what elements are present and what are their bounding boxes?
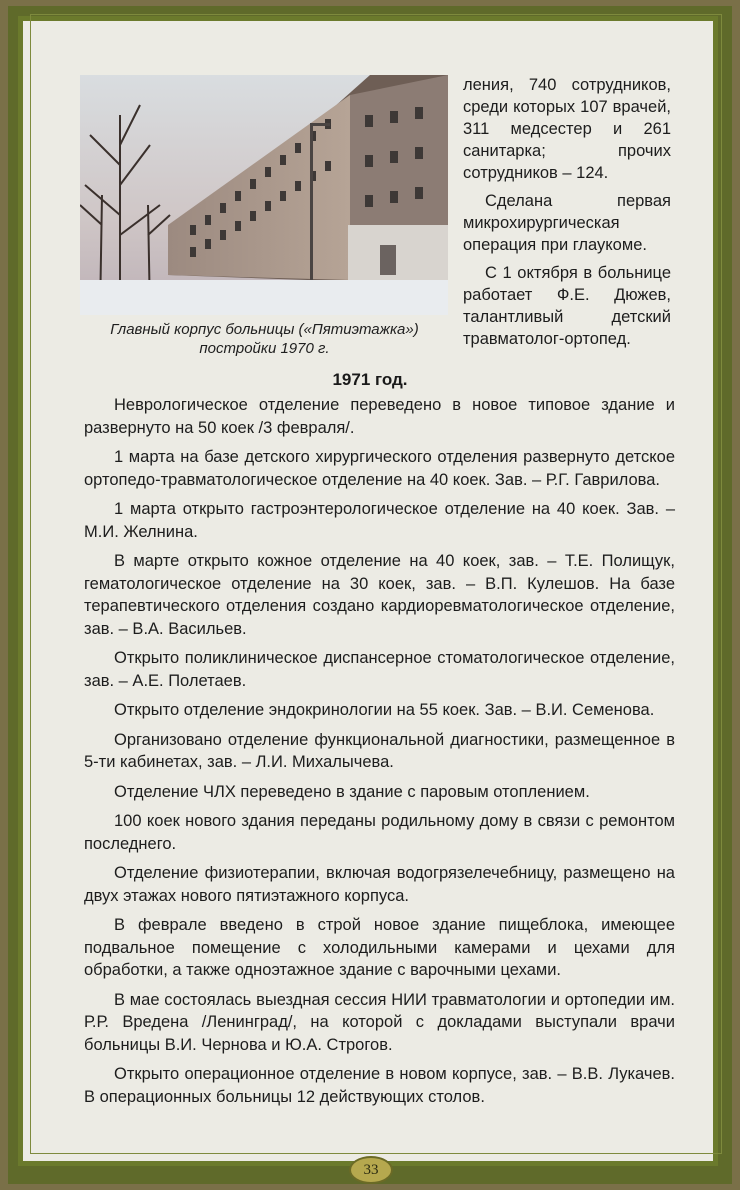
- side-paragraph: ления, 740 сотрудников, среди которых 107 врачей, 311 медсестер и 261 санитарка; прочих сотрудников – 124.: [463, 76, 671, 182]
- section-title: 1971 год.: [332, 370, 408, 389]
- side-column-text: [463, 74, 671, 356]
- main-text-body: [84, 394, 675, 1115]
- paragraph: Открыто отделение эндокринологии на 55 коек. Зав. – В.И. Семенова.: [114, 701, 655, 719]
- paragraph: Открыто поликлиническое диспансерное стоматологическое отделение, зав. – А.Е. Полетаев.: [84, 649, 675, 690]
- photo-caption: [92, 320, 437, 358]
- paragraph: В феврале введено в строй новое здание пищеблока, имеющее подвальное помещение с холодильными камерами и цехами для обработки, а также одноэтажное здание с варочными цехами.: [84, 916, 675, 979]
- paragraph: 1 марта открыто гастроэнтерологическое отделение на 40 коек. Зав. – М.И. Желнина.: [84, 500, 675, 541]
- page-number: 33: [349, 1156, 393, 1184]
- paragraph: 1 марта на базе детского хирургического отделения развернуто детское ортопедо-травматологическое отделение на 40 коек. Зав. – Р.Г. Гаврилова.: [84, 448, 675, 489]
- paragraph: Отделение физиотерапии, включая водогрязелечебницу, размещено на двух этажах нового пятиэтажного корпуса.: [84, 864, 675, 905]
- paragraph: Отделение ЧЛХ переведено в здание с паровым отоплением.: [114, 782, 590, 801]
- paragraph: В мае состоялась выездная сессия НИИ травматологии и ортопедии им. Р.Р. Вредена /Ленинград/, на которой с докладами выступали врачи больницы В.И. Чернова и Ю.А. Строгов.: [84, 990, 675, 1054]
- paragraph: Неврологическое отделение переведено в новое типовое здание и развернуто на 50 коек /3 февраля/.: [84, 396, 675, 437]
- side-paragraph: Сделана первая микрохирургическая операция при глаукоме.: [463, 192, 671, 254]
- paragraph: В марте открыто кожное отделение на 40 коек, зав. – Т.Е. Полищук, гематологическое отделение на 30 коек, зав. – В.П. Кулешов. На базе терапевтического отделения создано кардиоревматологическое отделение, зав. – В.А. Васильев.: [84, 552, 675, 638]
- caption-line-2: постройки 1970 г.: [199, 340, 330, 357]
- side-paragraph: С 1 октября в больнице работает Ф.Е. Дюжев, талантливый детский травматолог-ортопед.: [463, 264, 671, 348]
- paragraph: Открыто операционное отделение в новом корпусе, зав. – В.В. Лукачев. В операционных больницы 12 действующих столов.: [84, 1065, 675, 1106]
- paragraph: 100 коек нового здания переданы родильному дому в связи с ремонтом последнего.: [84, 812, 675, 853]
- hospital-building-photo: [80, 75, 448, 315]
- caption-line-1: Главный корпус больницы («Пятиэтажка»): [110, 321, 419, 338]
- paragraph: Организовано отделение функциональной диагностики, размещенное в 5-ти кабинетах, зав. – Л.И. Михалычева.: [84, 730, 675, 771]
